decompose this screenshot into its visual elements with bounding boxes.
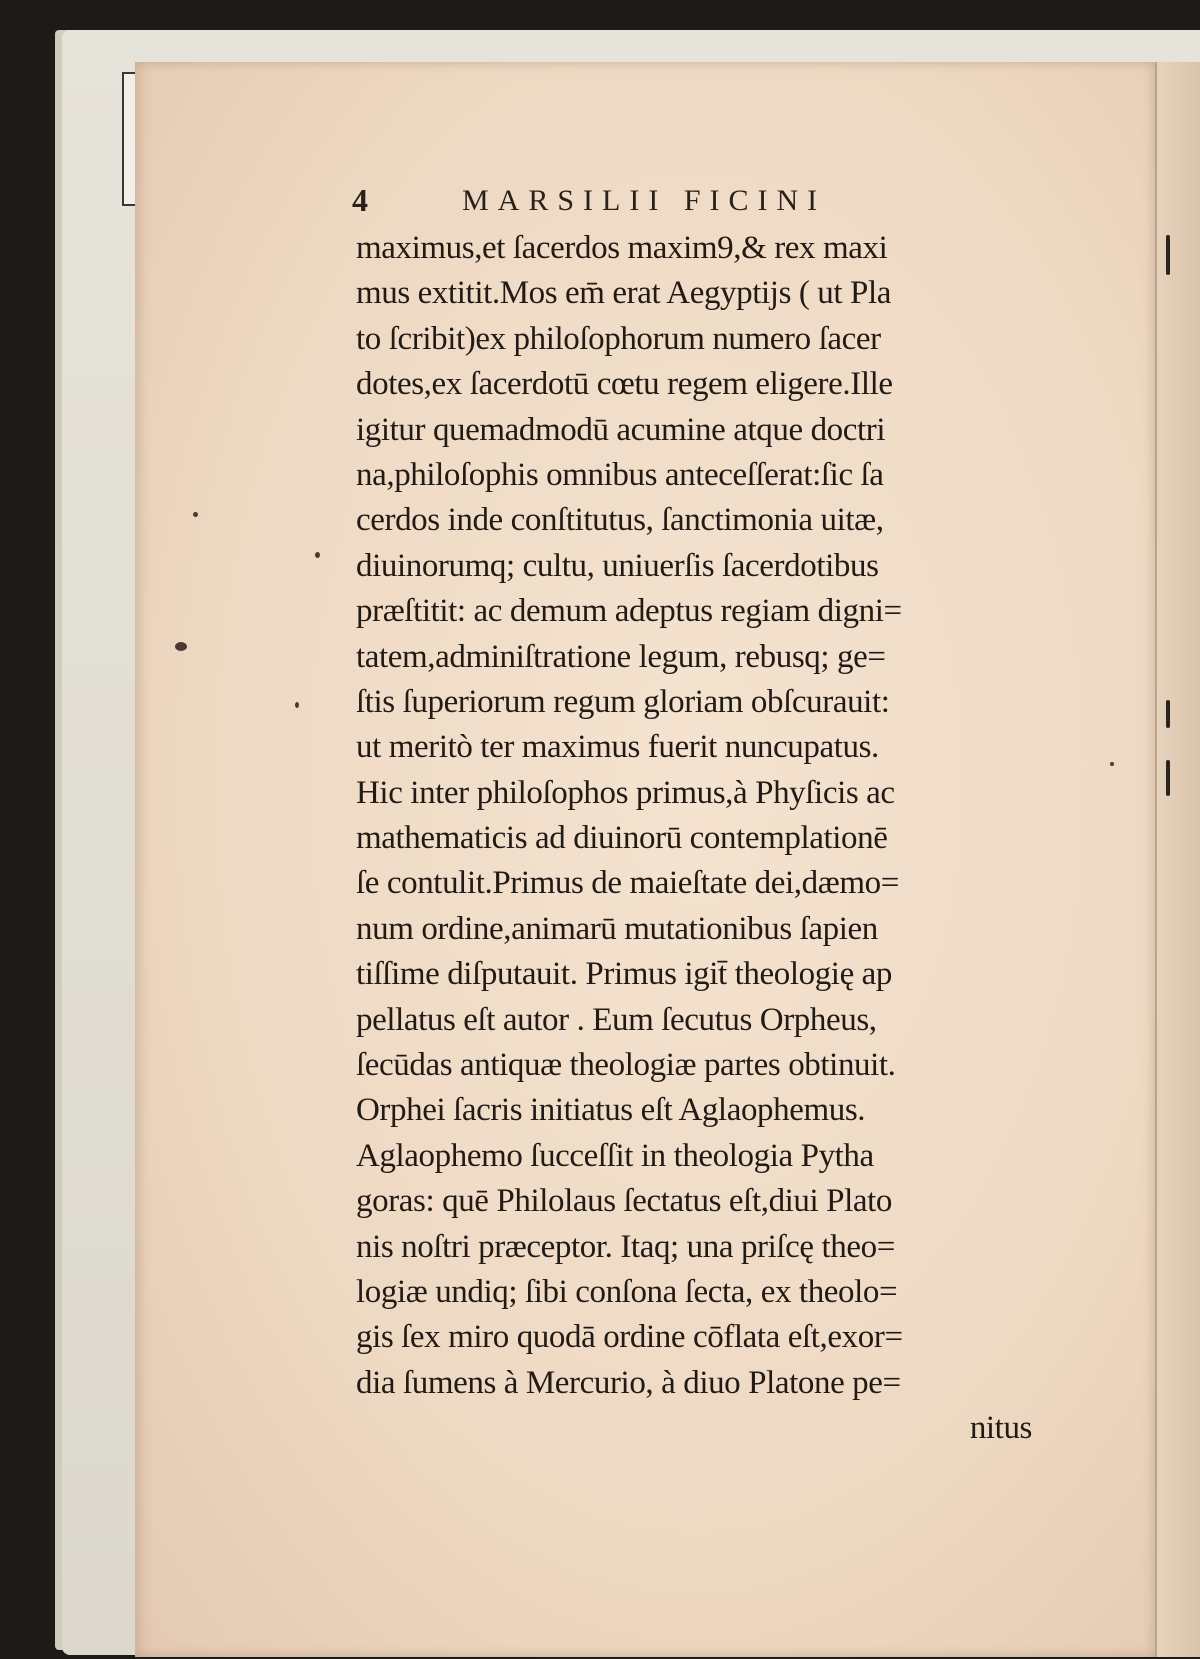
text-line: maximus,et ſacerdos maxim9,& rex maxi <box>356 230 888 266</box>
text-line: nis noſtri præceptor. Itaq; una priſcę theo= <box>356 1228 895 1265</box>
spine-mark <box>1166 700 1170 728</box>
page-header <box>352 182 1012 222</box>
text-line: dia ſumens à Mercurio, à diuo Platone pe= <box>356 1364 901 1401</box>
text-line: na,philoſophis omnibus anteceſſerat:ſic ſa <box>356 456 884 493</box>
text-line: logiæ undiq; ſibi conſona ſecta, ex theolo= <box>356 1273 898 1310</box>
text-line: ſtis ſuperiorum regum gloriam obſcurauit: <box>356 683 890 720</box>
text-line: mathematicis ad diuinorū contemplationē <box>356 820 888 857</box>
text-line: gis ſex miro quodā ordine cōflata eſt,exor= <box>356 1319 903 1356</box>
text-line: dotes,ex ſacerdotū cœtu regem eligere.Ille <box>356 366 893 403</box>
text-line: diuinorumq; cultu, uniuerſis ſacerdotibus <box>356 547 879 584</box>
running-head: MARSILII FICINI <box>462 184 827 217</box>
text-line: to ſcribit)ex philoſophorum numero ſacer <box>356 320 881 357</box>
text-line: igitur quemadmodū acumine atque doctri <box>356 411 886 448</box>
text-line: Hic inter philoſophos primus,à Phyſicis ac <box>356 774 895 811</box>
page-number: 4 <box>352 182 368 218</box>
text-line: præſtitit: ac demum adeptus regiam digni= <box>356 593 902 630</box>
catchword: nitus <box>969 1410 1032 1447</box>
spine-mark <box>1166 760 1170 796</box>
text-line: Orphei ſacris initiatus eſt Aglaophemus. <box>356 1092 866 1129</box>
text-block <box>356 226 1036 1452</box>
text-line: tiſſime diſputauit. Primus igit̄ theologię ap <box>356 956 893 993</box>
ink-speck <box>175 642 187 651</box>
ink-speck <box>295 702 299 708</box>
text-line: num ordine,animarū mutationibus ſapien <box>356 910 878 947</box>
spine-mark <box>1166 235 1170 275</box>
ink-speck <box>193 512 198 517</box>
text-line: Aglaophemo ſucceſſit in theologia Pytha <box>356 1137 874 1174</box>
text-line: ſecūdas antiquæ theologiæ partes obtinuit. <box>356 1047 896 1084</box>
text-line: ut meritò ter maximus fuerit nuncupatus. <box>356 729 879 766</box>
text-line: ſe contulit.Primus de maieſtate dei,dæmo= <box>356 865 899 902</box>
text-line: cerdos inde conſtitutus, ſanctimonia uitæ, <box>356 502 884 539</box>
ink-speck <box>1110 762 1114 766</box>
ink-speck <box>315 552 320 558</box>
next-page-edge <box>1155 62 1200 1657</box>
text-line: tatem,adminiſtratione legum, rebusq; ge= <box>356 638 886 675</box>
text-line: goras: quē Philolaus ſectatus eſt,diui Plato <box>356 1183 892 1220</box>
text-line: mus extitit.Mos em̄ erat Aegyptijs ( ut Pla <box>356 275 891 312</box>
text-line: pellatus eſt autor . Eum ſecutus Orpheus, <box>356 1001 877 1038</box>
